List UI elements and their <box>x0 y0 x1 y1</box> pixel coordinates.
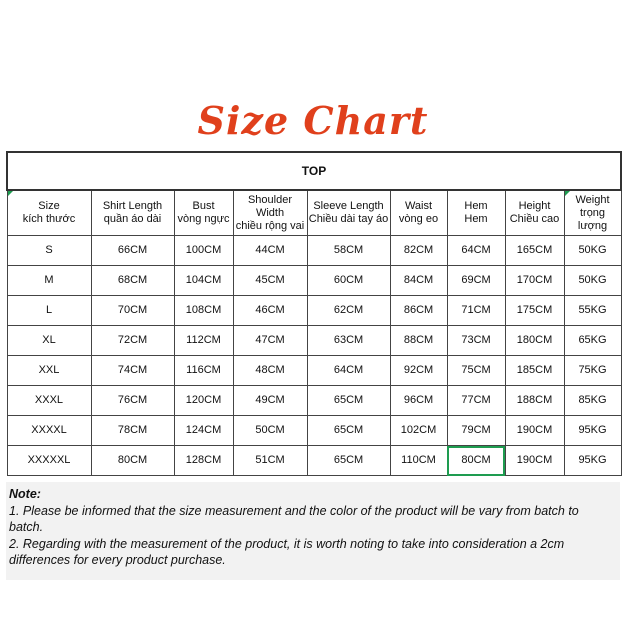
table-cell[interactable]: 50CM <box>233 416 307 446</box>
size-cell[interactable]: XXXXL <box>7 416 91 446</box>
size-cell[interactable]: M <box>7 266 91 296</box>
table-cell[interactable]: 80CM <box>91 446 174 476</box>
table-cell[interactable]: 75CM <box>447 356 505 386</box>
table-cell[interactable]: 46CM <box>233 296 307 326</box>
note-box <box>6 482 620 580</box>
table-cell[interactable]: 63CM <box>307 326 390 356</box>
column-header-text: quần áo dài <box>103 213 162 225</box>
column-header-text: Shoulder <box>247 193 293 206</box>
table-cell[interactable]: 110CM <box>390 446 447 476</box>
column-header-text: Hem <box>464 213 488 225</box>
table-cell[interactable]: 47CM <box>233 326 307 356</box>
table-cell[interactable]: 112CM <box>174 326 233 356</box>
table-row <box>7 266 621 296</box>
table-cell[interactable]: 48CM <box>233 356 307 386</box>
table-cell[interactable]: 69CM <box>447 266 505 296</box>
table-cell[interactable]: 95KG <box>564 416 621 446</box>
table-cell[interactable]: 66CM <box>91 236 174 266</box>
table-row <box>7 416 621 446</box>
table-cell[interactable]: 72CM <box>91 326 174 356</box>
table-cell[interactable]: 60CM <box>307 266 390 296</box>
column-header-text: Width <box>255 206 285 219</box>
table-cell[interactable]: 120CM <box>174 386 233 416</box>
column-header <box>564 190 621 236</box>
column-header-text: Height <box>518 200 551 212</box>
size-chart-table <box>6 151 622 476</box>
table-cell[interactable]: 62CM <box>307 296 390 326</box>
table-cell[interactable]: 128CM <box>174 446 233 476</box>
column-header <box>505 190 564 236</box>
size-cell[interactable]: L <box>7 296 91 326</box>
column-header-text: Size <box>38 200 60 212</box>
table-row <box>7 446 621 476</box>
table-cell[interactable]: 44CM <box>233 236 307 266</box>
table-cell[interactable]: 185CM <box>505 356 564 386</box>
table-cell[interactable]: 95KG <box>564 446 621 476</box>
table-cell[interactable]: 79CM <box>447 416 505 446</box>
page-title: Size Chart <box>197 98 429 143</box>
column-header-text: Hem <box>464 200 488 212</box>
column-header <box>307 190 390 236</box>
note-line: 2. Regarding with the measurement of the product, it is worth noting to take into consideration a 2cm differences for every product purchase. <box>9 536 565 567</box>
table-row <box>7 386 621 416</box>
column-header <box>390 190 447 236</box>
table-cell[interactable]: 80CM <box>447 446 505 476</box>
table-cell[interactable]: 45CM <box>233 266 307 296</box>
table-cell[interactable]: 70CM <box>91 296 174 326</box>
section-label: TOP <box>7 152 621 190</box>
table-cell[interactable]: 108CM <box>174 296 233 326</box>
size-cell[interactable]: XXXXXL <box>7 446 91 476</box>
table-cell[interactable]: 78CM <box>91 416 174 446</box>
table-cell[interactable]: 165CM <box>505 236 564 266</box>
table-cell[interactable]: 116CM <box>174 356 233 386</box>
table-cell[interactable]: 175CM <box>505 296 564 326</box>
table-cell[interactable]: 77CM <box>447 386 505 416</box>
table-cell[interactable]: 170CM <box>505 266 564 296</box>
table-row <box>7 296 621 326</box>
table-cell[interactable]: 68CM <box>91 266 174 296</box>
table-cell[interactable]: 51CM <box>233 446 307 476</box>
column-header-text: kích thước <box>22 213 76 225</box>
column-header-text: Waist <box>404 200 433 212</box>
table-cell[interactable]: 65CM <box>307 386 390 416</box>
column-header-text: Chiều cao <box>509 213 560 225</box>
column-header-text: Chiều dài tay áo <box>308 213 389 225</box>
column-header <box>174 190 233 236</box>
table-cell[interactable]: 75KG <box>564 356 621 386</box>
table-row <box>7 326 621 356</box>
table-cell[interactable]: 188CM <box>505 386 564 416</box>
table-cell[interactable]: 73CM <box>447 326 505 356</box>
table-cell[interactable]: 190CM <box>505 416 564 446</box>
column-header-text: chiều rộng vai <box>235 219 305 232</box>
table-cell[interactable]: 58CM <box>307 236 390 266</box>
table-cell[interactable]: 64CM <box>307 356 390 386</box>
column-header-text: vòng ngực <box>177 213 230 225</box>
table-cell[interactable]: 85KG <box>564 386 621 416</box>
note-line: 1. Please be informed that the size measurement and the color of the product will be vary from batch to batch. <box>9 503 579 534</box>
table-row <box>7 356 621 386</box>
column-header-text: trọng <box>579 206 606 219</box>
table-cell[interactable]: 76CM <box>91 386 174 416</box>
size-cell[interactable]: S <box>7 236 91 266</box>
table-cell[interactable]: 65KG <box>564 326 621 356</box>
table-cell[interactable]: 88CM <box>390 326 447 356</box>
table-cell[interactable]: 92CM <box>390 356 447 386</box>
column-header <box>233 190 307 236</box>
table-cell[interactable]: 74CM <box>91 356 174 386</box>
table-cell[interactable]: 71CM <box>447 296 505 326</box>
table-cell[interactable]: 84CM <box>390 266 447 296</box>
table-cell[interactable]: 50KG <box>564 266 621 296</box>
table-cell[interactable]: 100CM <box>174 236 233 266</box>
table-cell[interactable]: 65CM <box>307 416 390 446</box>
column-header-text: lượng <box>577 219 608 232</box>
table-cell[interactable]: 50KG <box>564 236 621 266</box>
table-cell[interactable]: 49CM <box>233 386 307 416</box>
table-cell[interactable]: 190CM <box>505 446 564 476</box>
table-cell[interactable]: 55KG <box>564 296 621 326</box>
column-header <box>91 190 174 236</box>
table-cell[interactable]: 86CM <box>390 296 447 326</box>
column-header-text: Weight <box>575 193 610 206</box>
column-header-text: Sleeve Length <box>313 200 384 212</box>
size-cell[interactable]: XXXL <box>7 386 91 416</box>
column-header <box>447 190 505 236</box>
table-cell[interactable]: 124CM <box>174 416 233 446</box>
table-cell[interactable]: 64CM <box>447 236 505 266</box>
table-row <box>7 236 621 266</box>
size-cell[interactable]: XXL <box>7 356 91 386</box>
table-cell[interactable]: 65CM <box>307 446 390 476</box>
column-header-text: vòng eo <box>398 213 439 225</box>
table-cell[interactable]: 104CM <box>174 266 233 296</box>
column-header <box>7 190 91 236</box>
table-cell[interactable]: 102CM <box>390 416 447 446</box>
table-cell[interactable]: 96CM <box>390 386 447 416</box>
column-header-text: Shirt Length <box>102 200 163 212</box>
table-cell[interactable]: 82CM <box>390 236 447 266</box>
note-title: Note: <box>9 487 41 501</box>
size-cell[interactable]: XL <box>7 326 91 356</box>
table-cell[interactable]: 180CM <box>505 326 564 356</box>
column-header-text: Bust <box>192 200 215 212</box>
